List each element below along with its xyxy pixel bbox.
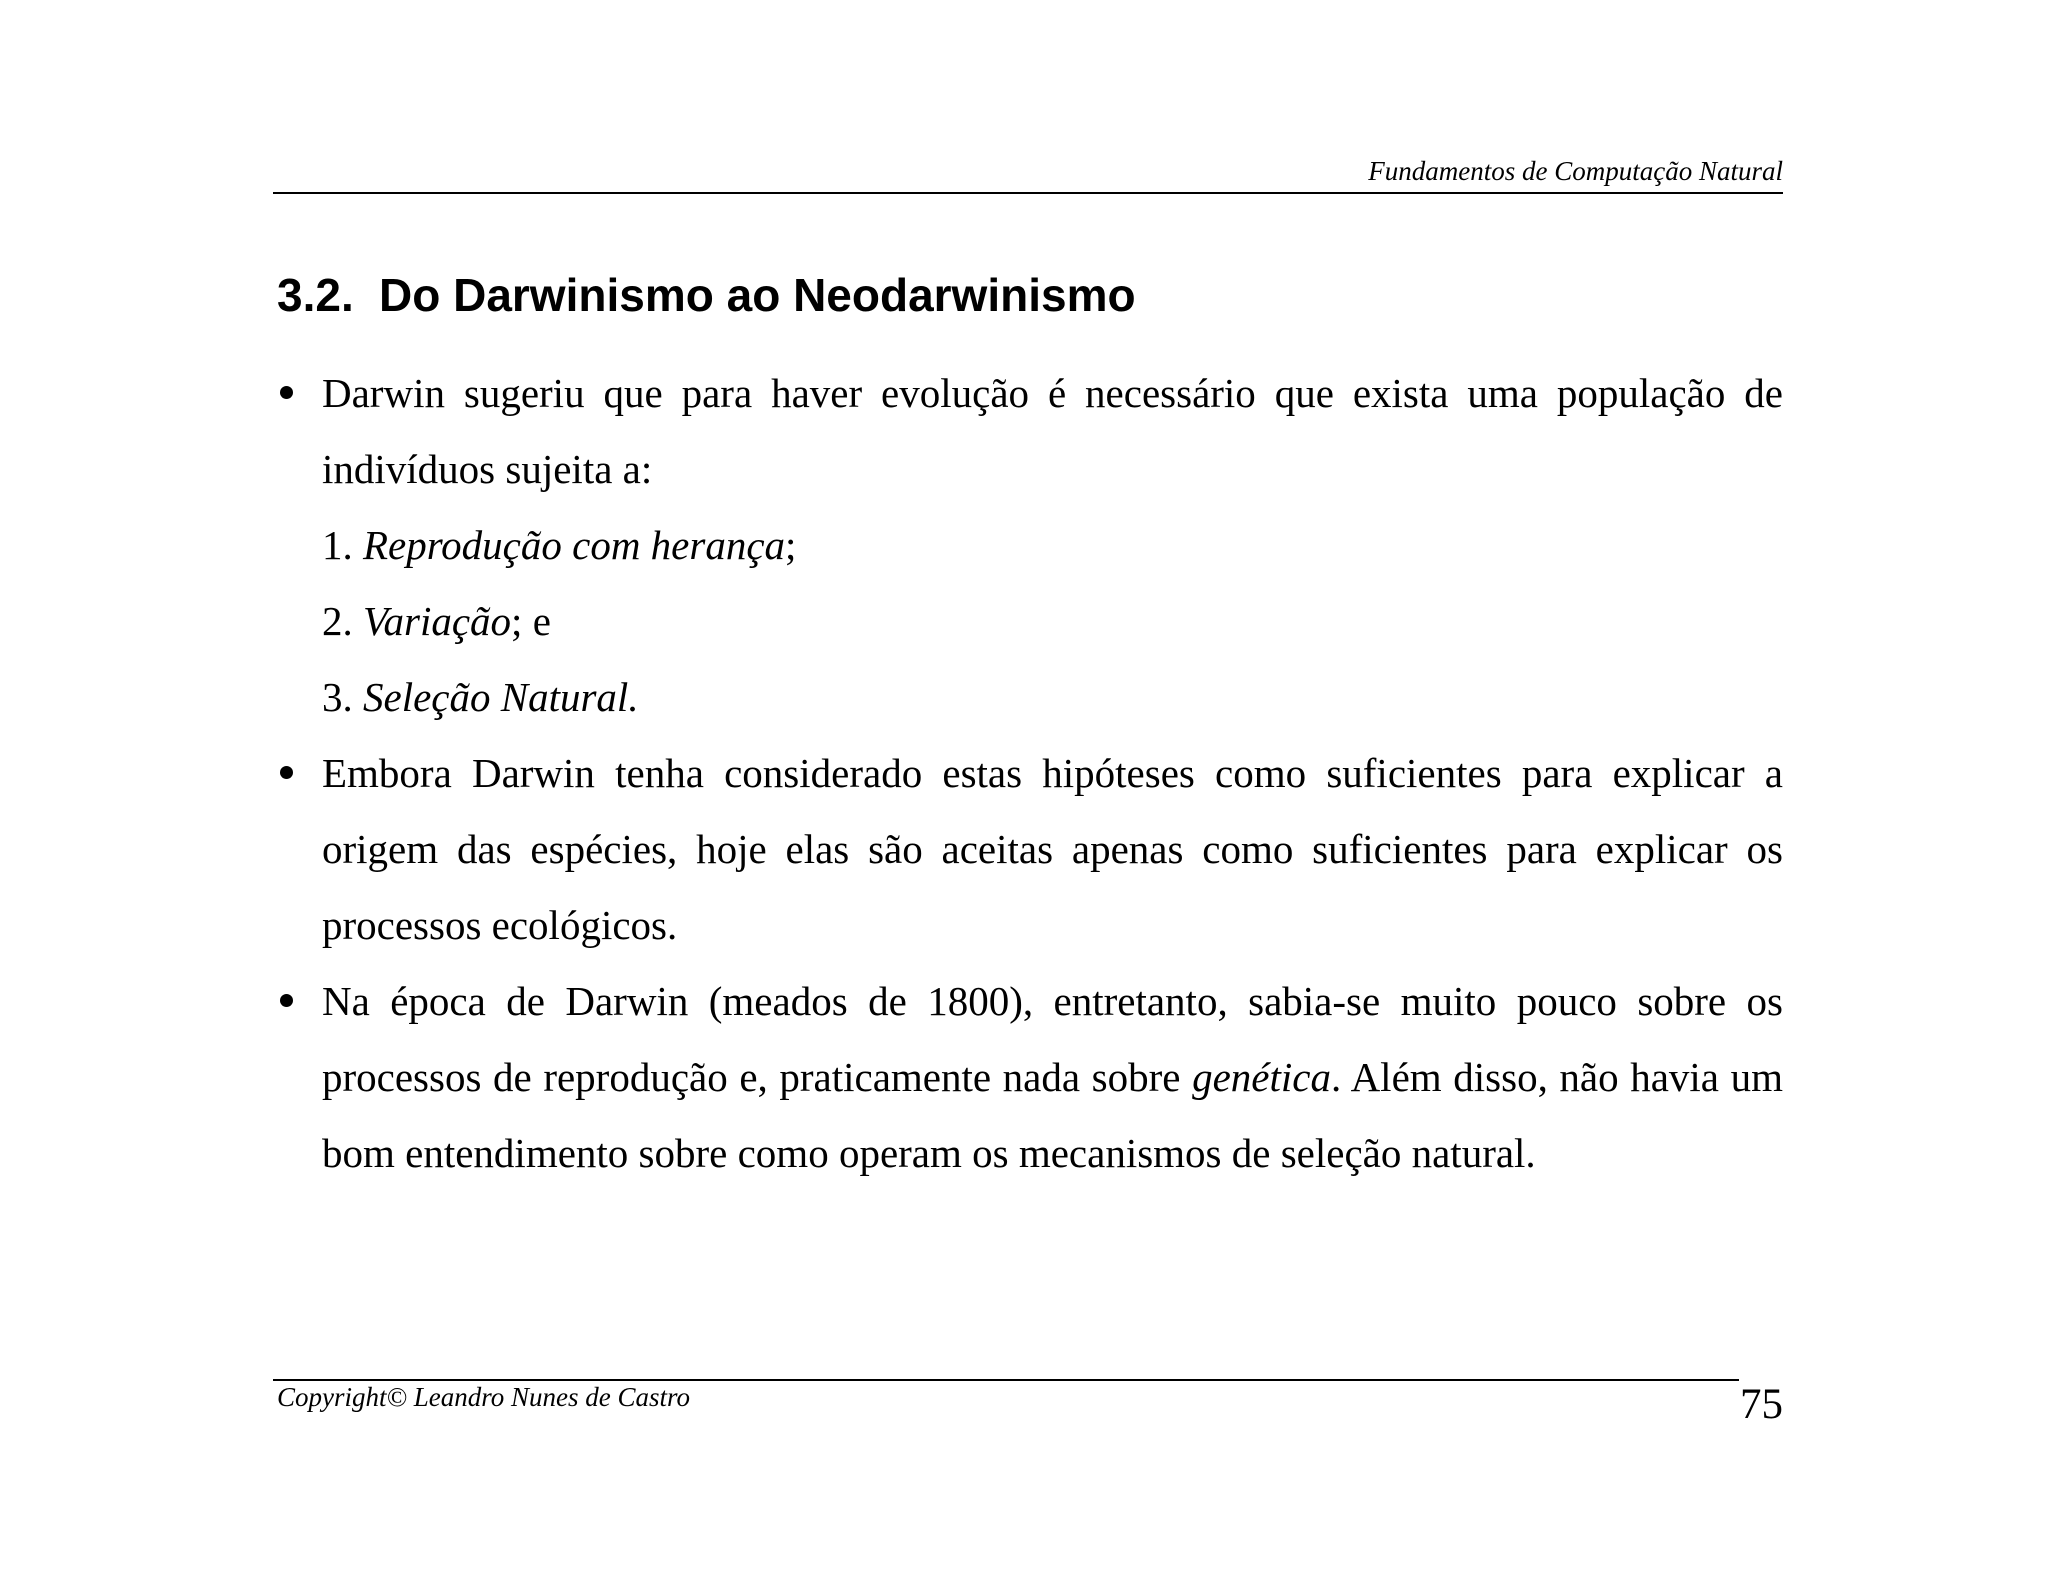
bullet-text-part: Na época de Darwin (meados de 1800), entretanto, sabia-se muito pouco sobre os processos de reprodução e, praticamente nada sobre [322,978,1783,1100]
bullet-text-part: . Além disso, não havia um bom entendimento sobre como operam os mecanismos de seleção natural. [322,1054,1783,1176]
bullet-text [322,963,1783,1191]
page-number: 75 [1740,1381,1783,1428]
header-divider [273,192,1783,194]
item-number: 2. [322,598,363,644]
item-label: Seleção Natural. [363,674,639,720]
copyright-notice: Copyright© Leandro Nunes de Castro [277,1382,691,1412]
bullet-item [277,963,1783,1191]
item-number: 1. [322,522,363,568]
bullet-item [277,735,1783,963]
item-label: Reprodução com herança [363,522,786,568]
item-number: 3. [322,674,363,720]
section-number: 3.2. [277,269,354,321]
footer-divider [273,1379,1739,1381]
body-content [277,355,1783,1191]
item-suffix: ; [785,522,797,568]
item-suffix: ; e [511,598,551,644]
item-label: Variação [363,598,512,644]
section-heading [277,268,1136,322]
numbered-item [277,583,1783,659]
section-title: Do Darwinismo ao Neodarwinismo [379,269,1136,321]
numbered-item [277,659,1783,735]
running-header: Fundamentos de Computação Natural [1368,156,1783,186]
numbered-item [277,507,1783,583]
bullet-text: Darwin sugeriu que para haver evolução é necessário que exista uma população de indivíduos sujeita a: [322,370,1783,492]
bullet-item [277,355,1783,507]
bullet-text: Embora Darwin tenha considerado estas hipóteses como suficientes para explicar a origem das espécies, hoje elas são aceitas apenas como suficientes para explicar os processos ecológicos. [322,750,1783,948]
emphasized-term: genética [1192,1054,1331,1100]
